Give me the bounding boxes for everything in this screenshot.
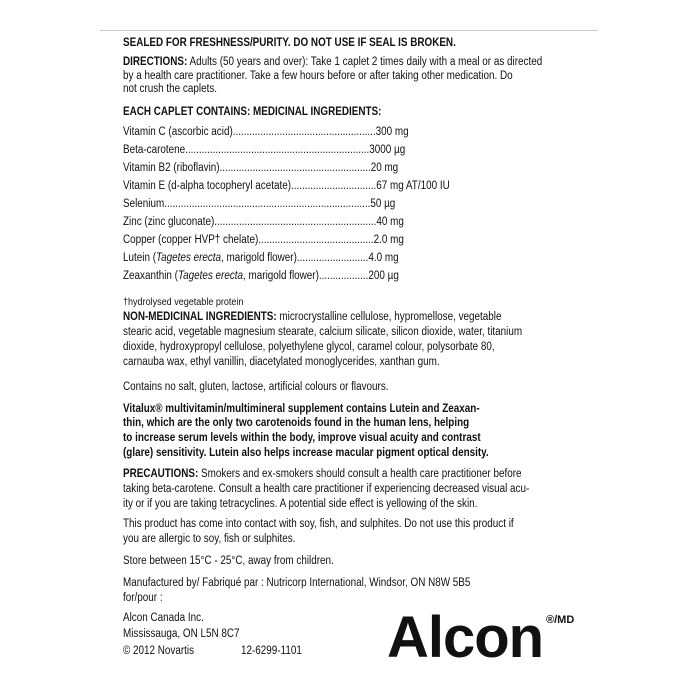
leader-dots: ........................................................... — [214, 216, 377, 228]
ingredient-name: Vitamin B2 (riboflavin) — [123, 162, 220, 174]
leader-dots: ....................................................... — [219, 162, 371, 174]
ingredient-name: Copper (copper HVP† chelate) — [123, 234, 259, 246]
ingredient-row — [123, 144, 605, 157]
vitalux-line-3: to increase serum levels within the body, improve visual acuity and contrast — [123, 432, 481, 444]
ingredient-name: Selenium — [123, 198, 165, 210]
ingredient-amount: 40 mg — [376, 216, 404, 228]
ingredient-name: Beta-carotene — [123, 144, 186, 156]
footnote: †hydrolysed vegetable protein — [123, 296, 244, 308]
ingredient-source-rest: , marigold flower) — [243, 270, 319, 282]
precautions-line-1 — [123, 468, 527, 481]
ingredient-amount: 50 µg — [370, 198, 396, 210]
ingredient-amount: 67 mg AT/100 IU — [376, 180, 450, 192]
leader-dots: ............................... — [291, 180, 377, 192]
leader-dots: ........................................................................... — [164, 198, 371, 210]
leader-dots: ................................................................... — [185, 144, 370, 156]
ingredient-source-species: Tagetes erecta — [177, 270, 244, 282]
manufacturer-line-1: Manufactured by/ Fabriqué par : Nutricorp International, Windsor, ON N8W 5B5 — [123, 577, 471, 589]
vitalux-line-1: Vitalux® multivitamin/multimineral supplement contains Lutein and Zeaxan- — [123, 403, 480, 415]
ingredient-amount: 3000 µg — [369, 144, 406, 156]
product-code: 12-6299-1101 — [241, 645, 302, 657]
non-medicinal-line-2: stearic acid, vegetable magnesium stearate, calcium silicate, silicon dioxide, water, titanium — [123, 326, 523, 338]
alcon-logo: Alcon — [387, 605, 544, 670]
ingredient-name: Vitamin E (d-alpha tocopheryl acetate) — [123, 180, 292, 192]
seal-warning: SEALED FOR FRESHNESS/PURITY. DO NOT USE IF SEAL IS BROKEN. — [123, 37, 456, 49]
ingredient-row — [123, 126, 605, 139]
ingredient-source-rest: , marigold flower) — [221, 252, 297, 264]
allergy-line-2: you are allergic to soy, fish or sulphites. — [123, 533, 296, 545]
ingredient-amount: 300 mg — [375, 126, 409, 138]
ingredient-row — [123, 198, 605, 211]
allergy-line-1: This product has come into contact with soy, fish, and sulphites. Do not use this product if — [123, 518, 514, 530]
ingredient-amount: 2.0 mg — [373, 234, 404, 246]
ingredient-amount: 20 mg — [370, 162, 399, 174]
precautions-text-1: Smokers and ex-smokers should consult a health care practitioner before — [198, 468, 522, 480]
top-rule — [100, 30, 598, 31]
manufacturer-line-4: Mississauga, ON L5N 8C7 — [123, 628, 240, 640]
leader-dots: .................. — [318, 270, 369, 282]
precautions-heading: PRECAUTIONS: — [123, 468, 199, 480]
storage: Store between 15°C - 25°C, away from children. — [123, 555, 334, 567]
manufacturer-line-3: Alcon Canada Inc. — [123, 612, 204, 624]
ingredient-source-species: Tagetes erecta — [155, 252, 222, 264]
ingredient-row — [123, 216, 605, 229]
ingredient-name: Lutein ( — [123, 252, 156, 264]
leader-dots: .................................................... — [232, 126, 376, 138]
ingredient-name: Zinc (zinc gluconate) — [123, 216, 215, 228]
directions-line-3: not crush the caplets. — [123, 83, 218, 95]
manufacturer-line-2: for/pour : — [123, 592, 163, 604]
directions-line-2: by a health care practitioner. Take a few hours before or after taking other medication. Do — [123, 70, 513, 82]
leader-dots: .......................... — [296, 252, 369, 264]
non-medicinal-line-3: dioxide, hydroxypropyl cellulose, polyethylene glycol, caramel colour, polysorbate 80, — [123, 341, 495, 353]
directions-text-1: Adults (50 years and over): Take 1 caplet 2 times daily with a meal or as directed — [187, 56, 543, 68]
ingredient-row — [123, 270, 605, 283]
directions-line-1 — [123, 56, 543, 69]
ingredient-row — [123, 162, 605, 175]
contains-no: Contains no salt, gluten, lactose, artificial colours or flavours. — [123, 381, 389, 393]
non-medicinal-line-1 — [123, 311, 527, 324]
ingredient-row — [123, 180, 605, 193]
non-medicinal-text-1: microcrystalline cellulose, hypromellose, vegetable — [276, 311, 502, 323]
ingredient-name: Zeaxanthin ( — [123, 270, 178, 282]
vitalux-line-4: (glare) sensitivity. Lutein also helps increase macular pigment optical density. — [123, 447, 489, 459]
ingredients-heading: EACH CAPLET CONTAINS: MEDICINAL INGREDIENTS: — [123, 106, 382, 118]
non-medicinal-heading: NON-MEDICINAL INGREDIENTS: — [123, 311, 277, 323]
precautions-line-2: taking beta-carotene. Consult a health care practitioner if experiencing decreased visual acu- — [123, 483, 530, 495]
ingredient-row — [123, 234, 605, 247]
ingredient-amount: 200 µg — [368, 270, 399, 282]
leader-dots: .......................................... — [258, 234, 374, 246]
copyright: © 2012 Novartis — [123, 645, 195, 657]
directions-heading: DIRECTIONS: — [123, 56, 188, 68]
ingredient-name: Vitamin C (ascorbic acid) — [123, 126, 233, 138]
vitalux-line-2: thin, which are the only two carotenoids found in the human lens, helping — [123, 417, 470, 429]
registered-mark: ®/MD — [546, 614, 575, 626]
ingredient-amount: 4.0 mg — [368, 252, 399, 264]
ingredient-row — [123, 252, 605, 265]
precautions-line-3: ity or if you are taking tetracyclines. A potential side effect is yellowing of the skin. — [123, 498, 478, 510]
non-medicinal-line-4: carnauba wax, ethyl vanillin, diacetylated monoglycerides, xanthan gum. — [123, 356, 440, 368]
